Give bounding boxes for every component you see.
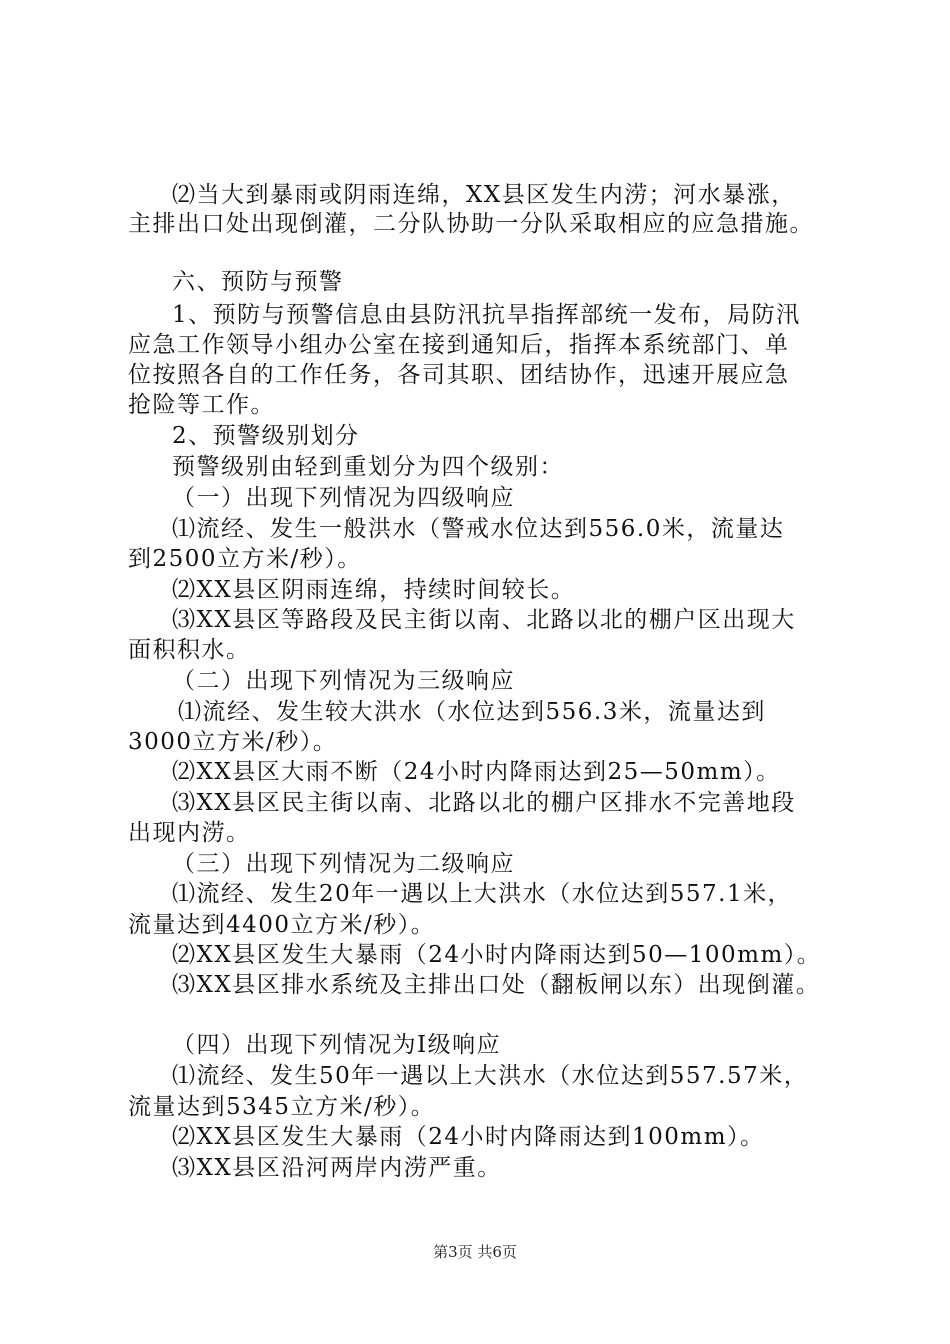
level-heading: （四）出现下列情况为Ⅰ级响应	[172, 1032, 502, 1058]
paragraph-line: 面积积水。	[128, 637, 251, 663]
paragraph-line: ⑴流经、发生20年一遇以上大洪水（水位达到557.1米，	[172, 881, 793, 907]
paragraph-line: 流量达到5345立方米/秒）。	[128, 1094, 436, 1120]
section-heading: 六、预防与预警	[172, 269, 344, 295]
paragraph-line: ⑴流经、发生一般洪水（警戒水位达到556.0米，流量达	[172, 516, 785, 542]
paragraph-line: ⑴流经、发生较大洪水（水位达到556.3米，流量达到	[178, 699, 766, 725]
subsection-heading: 2、预警级别划分	[172, 423, 360, 449]
paragraph-line: 抢险等工作。	[128, 392, 275, 418]
paragraph-line: ⑵XX县区发生大暴雨（24小时内降雨达到50—100mm）。	[172, 942, 822, 968]
paragraph-line: 3000立方米/秒）。	[128, 729, 338, 755]
level-heading: （二）出现下列情况为三级响应	[172, 668, 515, 694]
page-number-footer: 第3页 共6页	[433, 1243, 517, 1261]
paragraph-line: ⑵当大到暴雨或阴雨连绵，XX县区发生内涝；河水暴涨，	[172, 182, 796, 208]
paragraph-line: ⑵XX县区发生大暴雨（24小时内降雨达到100mm）。	[172, 1124, 765, 1150]
paragraph-line: 预警级别由轻到重划分为四个级别：	[172, 454, 564, 480]
paragraph-line: ⑵XX县区大雨不断（24小时内降雨达到25—50mm）。	[172, 759, 781, 785]
paragraph-line: 主排出口处出现倒灌，二分队协助一分队采取相应的应急措施。	[128, 211, 814, 237]
paragraph-line: ⑴流经、发生50年一遇以上大洪水（水位达到557.57米，	[172, 1063, 809, 1089]
paragraph-line: ⑶XX县区沿河两岸内涝严重。	[172, 1155, 502, 1181]
paragraph-line: ⑵XX县区阴雨连绵，持续时间较长。	[172, 577, 576, 603]
paragraph-line: 到2500立方米/秒）。	[128, 546, 362, 572]
paragraph-line: 位按照各自的工作任务，各司其职、团结协作，迅速开展应急	[128, 362, 790, 388]
paragraph-line: 出现内涝。	[128, 820, 251, 846]
level-heading: （三）出现下列情况为二级响应	[172, 851, 515, 877]
level-heading: （一）出现下列情况为四级响应	[172, 485, 515, 511]
paragraph-line: 1、预防与预警信息由县防汛抗旱指挥部统一发布，局防汛	[172, 302, 801, 328]
paragraph-line: ⑶XX县区民主街以南、北路以北的棚户区排水不完善地段	[172, 790, 796, 816]
paragraph-line: ⑶XX县区等路段及民主街以南、北路以北的棚户区出现大	[172, 607, 796, 633]
paragraph-line: 应急工作领导小组办公室在接到通知后，指挥本系统部门、单	[128, 332, 790, 358]
paragraph-line: ⑶XX县区排水系统及主排出口处（翻板闸以东）出现倒灌。	[172, 972, 821, 998]
paragraph-line: 流量达到4400立方米/秒）。	[128, 912, 436, 938]
